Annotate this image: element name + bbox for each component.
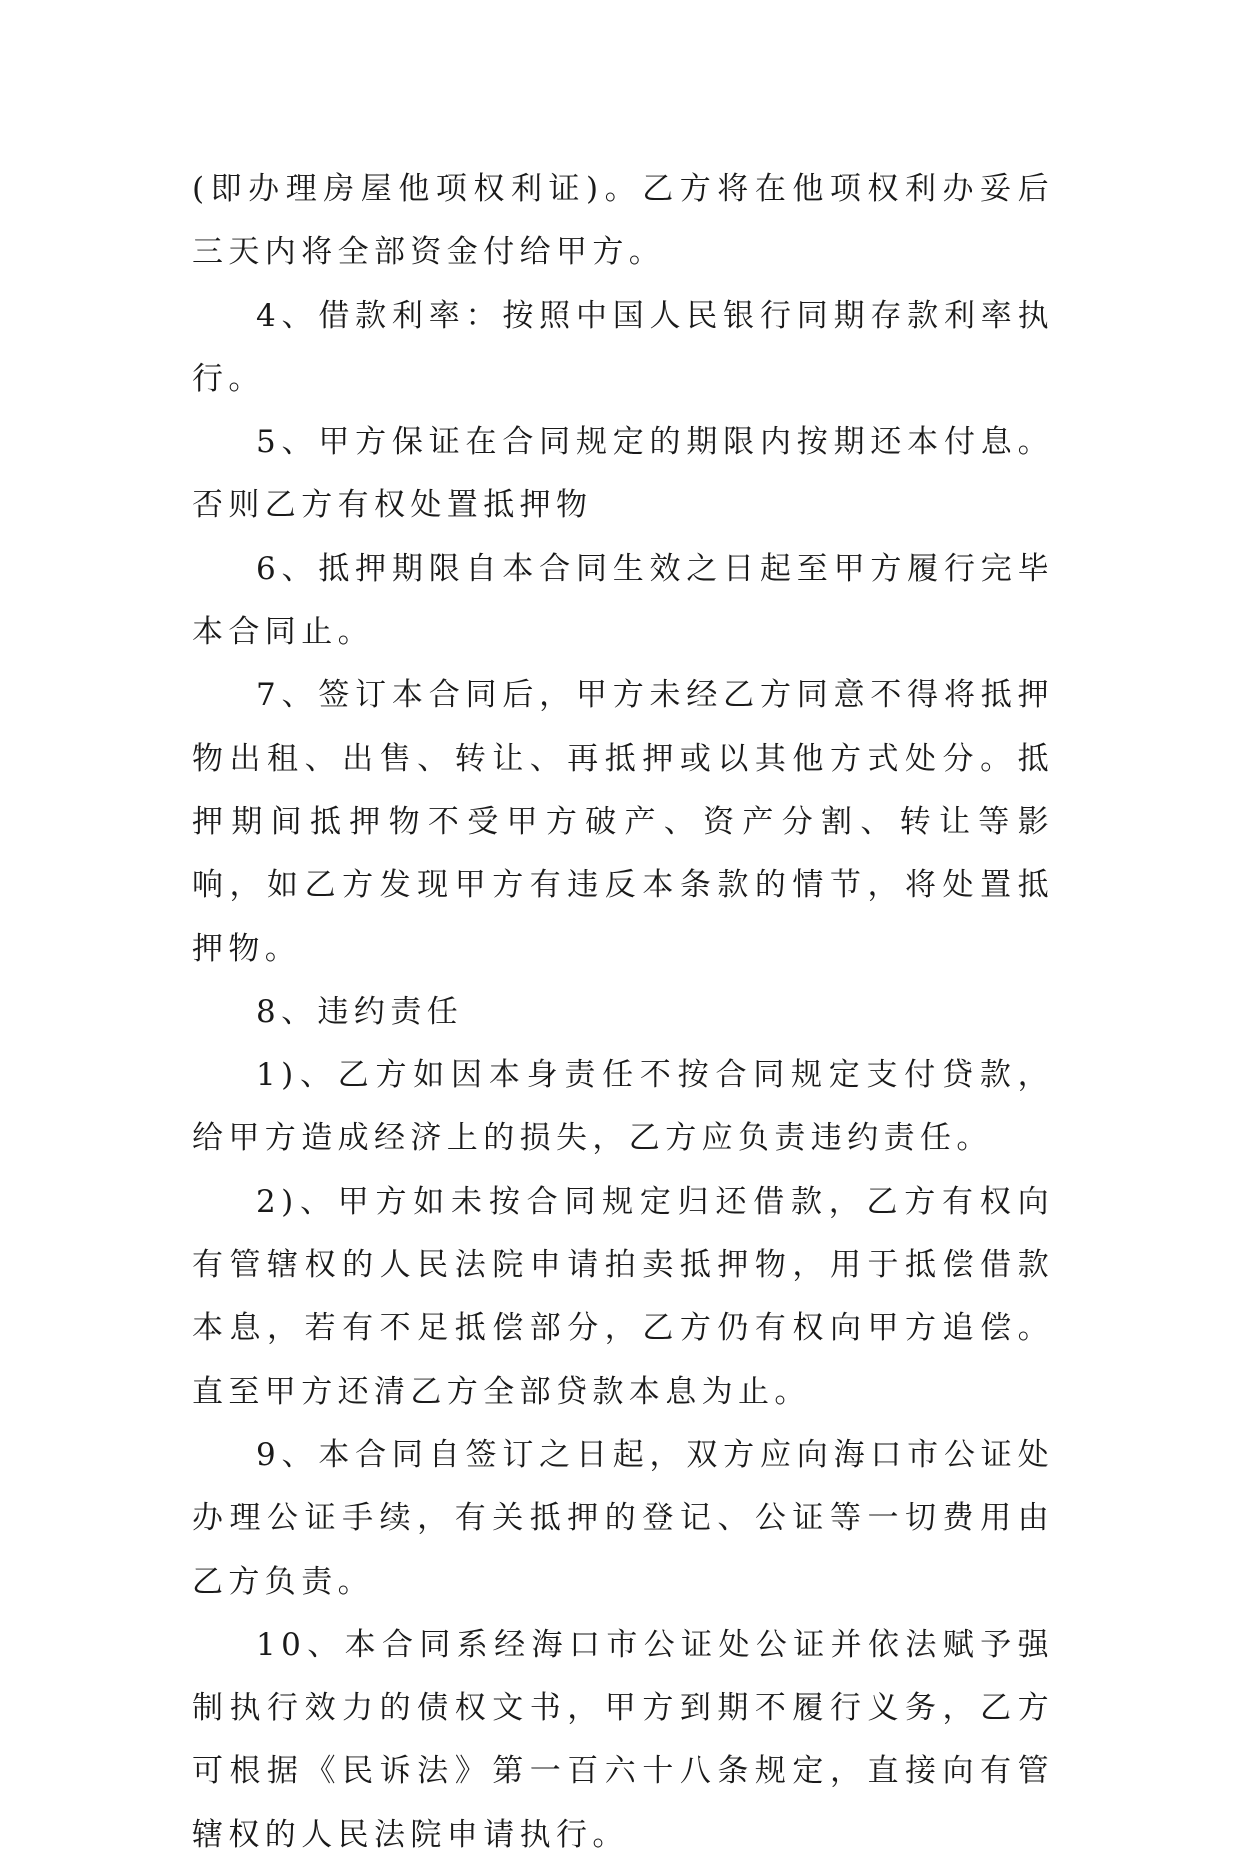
- document-body: [192, 158, 1054, 1867]
- clause-10-enforcement: 10、本合同系经海口市公证处公证并依法赋予强制执行效力的债权文书，甲方到期不履行义务，乙方可根据《民诉法》第一百六十八条规定，直接向有管辖权的人民法院申请执行。: [192, 1626, 1054, 1853]
- paragraph-continuation: (即办理房屋他项权利证)。乙方将在他项权利办妥后三天内将全部资金付给甲方。: [192, 171, 1054, 271]
- clause-7-disposal-restriction: 7、签订本合同后，甲方未经乙方同意不得将抵押物出租、出售、转让、再抵押或以其他方式处分。抵押期间抵押物不受甲方破产、资产分割、转让等影响，如乙方发现甲方有违反本条款的情节，将处置抵押物。: [192, 677, 1054, 967]
- clause-8-liability-heading: 8、违约责任: [256, 993, 464, 1030]
- clause-4-interest-rate: 4、借款利率：按照中国人民银行同期存款利率执行。: [192, 297, 1054, 397]
- clause-9-notarization: 9、本合同自签订之日起，双方应向海口市公证处办理公证手续，有关抵押的登记、公证等一切费用由乙方负责。: [192, 1436, 1054, 1600]
- clause-6-mortgage-term: 6、抵押期限自本合同生效之日起至甲方履行完毕本合同止。: [192, 550, 1054, 651]
- clause-5-repayment-guarantee: 5、甲方保证在合同规定的期限内按期还本付息。否则乙方有权处置抵押物: [192, 424, 1054, 524]
- clause-8-2-party-a-liability: 2)、甲方如未按合同规定归还借款，乙方有权向有管辖权的人民法院申请拍卖抵押物，用于抵偿借款本息，若有不足抵偿部分，乙方仍有权向甲方追偿。直至甲方还清乙方全部贷款本息为止。: [192, 1183, 1054, 1410]
- clause-8-1-party-b-liability: 1)、乙方如因本身责任不按合同规定支付贷款，给甲方造成经济上的损失，乙方应负责违约责任。: [192, 1057, 1054, 1157]
